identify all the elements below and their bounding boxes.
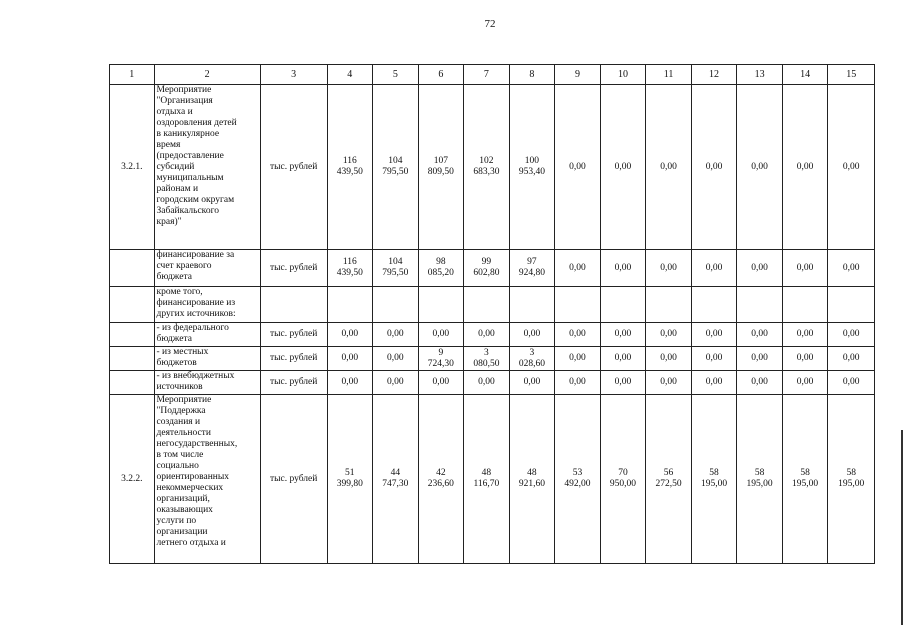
value-cell (509, 395, 555, 564)
unit-cell: тыс. рублей (260, 371, 327, 395)
cell-text-line: 0,00 (842, 353, 860, 363)
cell-text-line: 0,00 (705, 262, 723, 273)
cell-text-line: финансирование из (156, 298, 236, 308)
value-cell (464, 250, 510, 287)
value-cell (782, 347, 828, 371)
cell-text-line: 100 (524, 156, 540, 166)
item-description (154, 287, 260, 323)
cell-text-line: 3 (529, 347, 535, 358)
column-header: 11 (646, 65, 692, 85)
value-cell (782, 371, 828, 395)
cell-text-line: 0,00 (705, 329, 723, 339)
cell-text-line: 0,00 (751, 262, 768, 273)
cell-text-line: бюджета (156, 272, 192, 282)
cell-text-line: 0,00 (660, 353, 677, 363)
cell-text-line: 0,00 (523, 329, 541, 339)
value-cell (691, 323, 737, 347)
cell-text-line: 0,00 (523, 377, 541, 387)
value-cell (737, 250, 783, 287)
value-cell (418, 323, 464, 347)
cell-text-line: некоммерческих (156, 483, 224, 493)
column-header: 4 (327, 65, 373, 85)
cell-text-line: 0,00 (569, 377, 586, 387)
column-header: 13 (737, 65, 783, 85)
item-description (154, 371, 260, 395)
cell-text-line: время (156, 140, 181, 150)
cell-text-line: 44 (390, 468, 401, 478)
value-cell (646, 85, 692, 250)
budget-table (109, 64, 875, 564)
cell-text-line: в том числе (156, 450, 204, 460)
value-cell (327, 371, 373, 395)
cell-text-line: отдыха и (156, 107, 193, 117)
value-cell (418, 287, 464, 323)
cell-text-line: в каникулярное (156, 129, 220, 139)
cell-text-line: 0,00 (614, 262, 632, 273)
cell-text-line: 104 (388, 156, 403, 166)
cell-text-line: 683,30 (473, 167, 500, 177)
table-row (110, 347, 875, 371)
cell-text-line: ориентированных (156, 472, 230, 482)
cell-text-line: 0,00 (432, 329, 450, 339)
cell-text-line: 116 (342, 156, 357, 166)
item-description (154, 250, 260, 287)
cell-text-line: бюджетов (156, 358, 197, 368)
cell-text-line: 195,00 (792, 479, 819, 489)
cell-text-line: 0,00 (796, 161, 814, 172)
unit-cell: тыс. рублей (260, 250, 327, 287)
cell-text-line: районам и (156, 184, 199, 194)
table-row (110, 85, 875, 250)
cell-text-line: 439,50 (336, 167, 363, 177)
cell-text-line: 0,00 (432, 377, 450, 387)
value-cell (828, 347, 875, 371)
unit-cell: тыс. рублей (260, 85, 327, 250)
cell-text-line: 53 (572, 468, 583, 478)
item-number: 3.2.1. (110, 85, 155, 250)
cell-text-line: городским округам (156, 195, 235, 205)
value-cell (646, 347, 692, 371)
cell-text-line: 272,50 (655, 479, 682, 489)
cell-text-line: - из местных (156, 347, 209, 357)
column-header: 2 (154, 65, 260, 85)
cell-text-line: 236,60 (427, 479, 454, 489)
cell-text-line: кроме того, (156, 287, 203, 297)
cell-text-line: 0,00 (705, 377, 723, 387)
cell-text-line: 028,60 (518, 358, 545, 369)
cell-text-line: 99 (481, 257, 492, 267)
value-cell (373, 347, 419, 371)
margin-line (901, 430, 903, 625)
item-number: 3.2.2. (110, 395, 155, 564)
cell-text-line: 0,00 (569, 262, 586, 273)
cell-text-line: 0,00 (796, 377, 814, 387)
cell-text-line: Забайкальского (156, 206, 219, 216)
value-cell (646, 371, 692, 395)
cell-text-line: 0,00 (341, 329, 359, 339)
item-number (110, 323, 155, 347)
value-cell (737, 371, 783, 395)
value-cell (600, 371, 646, 395)
cell-text-line: создания и (156, 417, 201, 427)
cell-text-line: финансирование за (156, 250, 235, 260)
cell-text-line: 0,00 (614, 353, 632, 363)
cell-text-line: 3 (484, 347, 489, 358)
value-cell (782, 250, 828, 287)
column-header: 1 (110, 65, 155, 85)
value-cell (418, 250, 464, 287)
value-cell (782, 323, 828, 347)
cell-text-line: 0,00 (387, 353, 404, 363)
value-cell (373, 287, 419, 323)
cell-text-line: 0,00 (842, 262, 860, 273)
cell-text-line: 085,20 (427, 268, 454, 278)
cell-text-line: - из федерального (156, 323, 229, 333)
cell-text-line: 0,00 (796, 353, 814, 363)
value-cell (555, 323, 601, 347)
cell-text-line: 795,50 (382, 167, 409, 177)
cell-text-line: 116,70 (473, 479, 500, 489)
cell-text-line: 0,00 (341, 377, 359, 387)
value-cell (782, 85, 828, 250)
value-cell (737, 287, 783, 323)
value-cell (327, 85, 373, 250)
cell-text-line: 0,00 (660, 329, 677, 339)
value-cell (509, 85, 555, 250)
value-cell (691, 347, 737, 371)
table-row (110, 395, 875, 564)
cell-text-line: летнего отдыха и (156, 538, 226, 548)
value-cell (418, 371, 464, 395)
cell-text-line: 42 (436, 468, 446, 478)
cell-text-line: 48 (527, 468, 537, 478)
cell-text-line: 98 (436, 257, 446, 267)
cell-text-line: Мероприятие (156, 85, 212, 95)
header-row (110, 65, 875, 85)
cell-text-line: 795,50 (382, 268, 409, 278)
item-number (110, 250, 155, 287)
cell-text-line: Мероприятие (156, 395, 212, 405)
table-row (110, 250, 875, 287)
value-cell (327, 250, 373, 287)
cell-text-line: 809,50 (427, 167, 454, 177)
cell-text-line: 0,00 (614, 377, 632, 387)
value-cell (828, 250, 875, 287)
cell-text-line: края)" (156, 217, 182, 227)
value-cell (782, 395, 828, 564)
value-cell (327, 287, 373, 323)
cell-text-line: негосударственных, (156, 439, 238, 449)
table-row (110, 323, 875, 347)
value-cell (509, 250, 555, 287)
value-cell (464, 85, 510, 250)
table-row (110, 287, 875, 323)
cell-text-line: 921,60 (518, 479, 545, 489)
cell-text-line: 58 (800, 468, 810, 478)
cell-text-line: 0,00 (660, 262, 677, 273)
column-header: 14 (782, 65, 828, 85)
cell-text-line: 70 (618, 468, 628, 478)
value-cell (600, 395, 646, 564)
cell-text-line: 0,00 (569, 353, 586, 363)
value-cell (600, 85, 646, 250)
cell-text-line: 0,00 (660, 377, 677, 387)
value-cell (691, 371, 737, 395)
cell-text-line: 080,50 (473, 358, 500, 369)
value-cell (509, 323, 555, 347)
value-cell (646, 395, 692, 564)
cell-text-line: 9 (438, 347, 444, 358)
value-cell (327, 395, 373, 564)
table-row (110, 371, 875, 395)
value-cell (464, 395, 510, 564)
value-cell (555, 371, 601, 395)
cell-text-line: источников (156, 382, 203, 392)
column-header: 9 (555, 65, 601, 85)
cell-text-line: (предоставление (156, 151, 224, 161)
value-cell (555, 347, 601, 371)
cell-text-line: социально (156, 461, 199, 471)
unit-cell: тыс. рублей (260, 323, 327, 347)
value-cell (373, 395, 419, 564)
value-cell (509, 287, 555, 323)
column-header: 8 (509, 65, 555, 85)
cell-text-line: 48 (481, 468, 492, 478)
value-cell (464, 371, 510, 395)
value-cell (555, 287, 601, 323)
cell-text-line: услуги по (156, 516, 197, 526)
value-cell (737, 347, 783, 371)
item-number (110, 287, 155, 323)
value-cell (600, 250, 646, 287)
cell-text-line: организации (156, 527, 208, 537)
cell-text-line: 0,00 (341, 353, 359, 363)
value-cell (600, 287, 646, 323)
cell-text-line: оздоровления детей (156, 118, 237, 128)
cell-text-line: 58 (846, 468, 856, 478)
cell-text-line: 0,00 (705, 353, 723, 363)
cell-text-line: 0,00 (705, 161, 723, 172)
cell-text-line: 399,80 (336, 479, 363, 489)
cell-text-line: 0,00 (751, 329, 768, 339)
column-header: 12 (691, 65, 737, 85)
value-cell (600, 323, 646, 347)
cell-text-line: оказывающих (156, 505, 213, 515)
cell-text-line: муниципальным (156, 173, 224, 183)
cell-text-line: 0,00 (660, 161, 677, 172)
cell-text-line: 0,00 (796, 262, 814, 273)
item-description (154, 85, 260, 250)
cell-text-line: 953,40 (518, 167, 545, 177)
cell-text-line: 0,00 (478, 377, 495, 387)
value-cell (782, 287, 828, 323)
cell-text-line: 0,00 (751, 353, 768, 363)
item-description (154, 347, 260, 371)
cell-text-line: 104 (388, 257, 403, 267)
cell-text-line: 102 (479, 156, 494, 166)
value-cell (691, 85, 737, 250)
cell-text-line: 439,50 (336, 268, 363, 278)
value-cell (828, 395, 875, 564)
cell-text-line: 724,30 (427, 358, 454, 369)
unit-cell (260, 287, 327, 323)
cell-text-line: 0,00 (842, 329, 860, 339)
column-header: 15 (828, 65, 875, 85)
value-cell (600, 347, 646, 371)
cell-text-line: 97 (527, 257, 537, 267)
value-cell (464, 287, 510, 323)
cell-text-line: 56 (663, 468, 674, 478)
value-cell (737, 395, 783, 564)
value-cell (373, 371, 419, 395)
cell-text-line: 0,00 (387, 329, 404, 339)
value-cell (828, 323, 875, 347)
value-cell (418, 347, 464, 371)
item-description (154, 395, 260, 564)
value-cell (646, 323, 692, 347)
cell-text-line: субсидий (156, 162, 195, 172)
value-cell (737, 323, 783, 347)
cell-text-line: "Поддержка (156, 406, 206, 416)
value-cell (737, 85, 783, 250)
value-cell (828, 287, 875, 323)
value-cell (646, 287, 692, 323)
cell-text-line: бюджета (156, 334, 192, 344)
cell-text-line: 0,00 (751, 161, 768, 172)
column-header: 6 (418, 65, 464, 85)
value-cell (691, 250, 737, 287)
cell-text-line: 0,00 (842, 377, 860, 387)
cell-text-line: 924,80 (518, 268, 545, 278)
cell-text-line: 0,00 (614, 161, 632, 172)
page-number: 72 (484, 18, 496, 30)
cell-text-line: 950,00 (609, 479, 637, 489)
value-cell (509, 347, 555, 371)
cell-text-line: 0,00 (842, 161, 860, 172)
value-cell (646, 250, 692, 287)
cell-text-line: деятельности (156, 428, 211, 438)
cell-text-line: 0,00 (751, 377, 768, 387)
cell-text-line: организаций, (156, 494, 210, 504)
cell-text-line: других источников: (156, 309, 236, 319)
cell-text-line: 195,00 (700, 479, 728, 489)
value-cell (691, 395, 737, 564)
value-cell (327, 323, 373, 347)
cell-text-line: 747,30 (382, 479, 409, 489)
item-number (110, 371, 155, 395)
value-cell (691, 287, 737, 323)
value-cell (509, 371, 555, 395)
value-cell (555, 250, 601, 287)
cell-text-line: 58 (754, 468, 765, 478)
value-cell (828, 371, 875, 395)
cell-text-line: 492,00 (564, 479, 591, 489)
cell-text-line: 0,00 (569, 161, 586, 172)
value-cell (555, 85, 601, 250)
cell-text-line: 602,80 (473, 268, 500, 278)
value-cell (373, 250, 419, 287)
cell-text-line: 0,00 (796, 329, 814, 339)
column-header: 5 (373, 65, 419, 85)
value-cell (418, 395, 464, 564)
value-cell (828, 85, 875, 250)
cell-text-line: 116 (342, 257, 357, 267)
value-cell (464, 347, 510, 371)
cell-text-line: 0,00 (478, 329, 495, 339)
column-header: 7 (464, 65, 510, 85)
unit-cell: тыс. рублей (260, 395, 327, 564)
cell-text-line: "Организация (156, 96, 213, 106)
cell-text-line: счет краевого (156, 261, 212, 271)
value-cell (464, 323, 510, 347)
unit-cell: тыс. рублей (260, 347, 327, 371)
item-description (154, 323, 260, 347)
value-cell (327, 347, 373, 371)
cell-text-line: 0,00 (614, 329, 632, 339)
cell-text-line: 195,00 (746, 479, 773, 489)
cell-text-line: 58 (709, 468, 719, 478)
value-cell (373, 85, 419, 250)
cell-text-line: - из внебюджетных (156, 371, 235, 381)
value-cell (418, 85, 464, 250)
column-header: 10 (600, 65, 646, 85)
cell-text-line: 51 (345, 468, 355, 478)
cell-text-line: 0,00 (569, 329, 586, 339)
value-cell (373, 323, 419, 347)
cell-text-line: 0,00 (387, 377, 404, 387)
cell-text-line: 195,00 (838, 479, 865, 489)
value-cell (555, 395, 601, 564)
column-header: 3 (260, 65, 327, 85)
cell-text-line: 107 (433, 156, 448, 166)
item-number (110, 347, 155, 371)
